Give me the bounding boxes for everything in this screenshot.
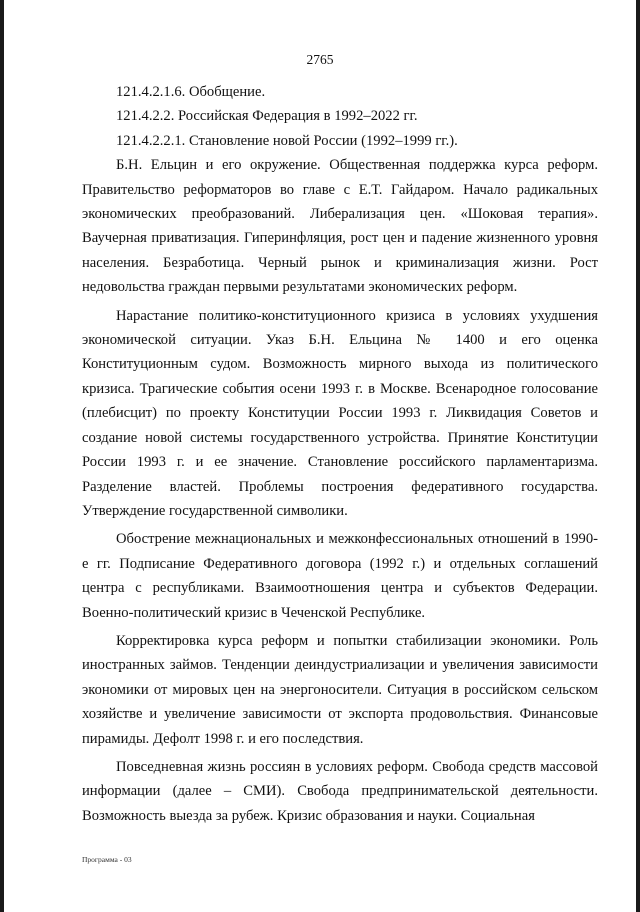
paragraph-everyday-life: Повседневная жизнь россиян в условиях реформ. Свобода средств массовой информации (далее – СМИ). Свобода предпринимательской деятельности. Возможность выезда за рубеж. Кризис образования и науки. Социальная bbox=[82, 758, 598, 824]
paragraph-reforms: Б.Н. Ельцин и его окружение. Общественная поддержка курса реформ. Правительство реформаторов во главе с Е.Т. Гайдаром. Начало радикальных экономических преобразований. Либерализация цен. «Шоковая терапия». Ваучерная приватизация. Гиперинфляция, рост цен и падение жизненного уровня населения. Безработица. Черный рынок и криминализация жизни. Рост недовольства граждан первыми результатами экономических реформ. bbox=[82, 157, 598, 296]
paragraph-economic-stabilization: Корректировка курса реформ и попытки стабилизации экономики. Роль иностранных займов. Тенденции деиндустриализации и увеличения зависимости экономики от мировых цен на энергоносители. Ситуация в российском сельском хозяйстве и увеличение зависимости от экспорта продовольствия. Финансовые пирамиды. Дефолт 1998 г. и его последствия. bbox=[82, 632, 598, 747]
paragraph-interethnic-relations: Обострение межнациональных и межконфессиональных отношений в 1990-е гг. Подписание Федеративного договора (1992 г.) и отдельных соглашений центра с республиками. Взаимоотношения центра и субъектов Федерации. Военно-политический кризис в Чеченской Республике. bbox=[82, 531, 598, 621]
page-number: 2765 bbox=[306, 52, 334, 67]
footer-program-mark: Программа - 03 bbox=[82, 855, 132, 864]
scan-edge-left bbox=[0, 0, 4, 912]
section-heading-generalization: 121.4.2.1.6. Обобщение. bbox=[116, 84, 266, 100]
document-body bbox=[82, 80, 598, 828]
paragraph-constitutional-crisis: Нарастание политико-конституционного кризиса в условиях ухудшения экономической ситуации. Указ Б.Н. Ельцина № 1400 и его оценка Конституционным судом. Возможность мирного выхода из политического кризиса. Трагические события осени 1993 г. в Москве. Всенародное голосование (плебисцит) по проекту Конституции России 1993 г. Ликвидация Советов и создание новой системы государственного устройства. Принятие Конституции России 1993 г. и ее значение. Становление российского парламентаризма. Разделение властей. Проблемы построения федеративного государства. Утверждение государственной символики. bbox=[82, 307, 598, 519]
scan-edge-right bbox=[636, 0, 640, 912]
section-heading-new-russia: 121.4.2.2.1. Становление новой России (1992–1999 гг.). bbox=[116, 132, 458, 149]
section-heading-russian-federation: 121.4.2.2. Российская Федерация в 1992–2022 гг. bbox=[116, 108, 418, 125]
